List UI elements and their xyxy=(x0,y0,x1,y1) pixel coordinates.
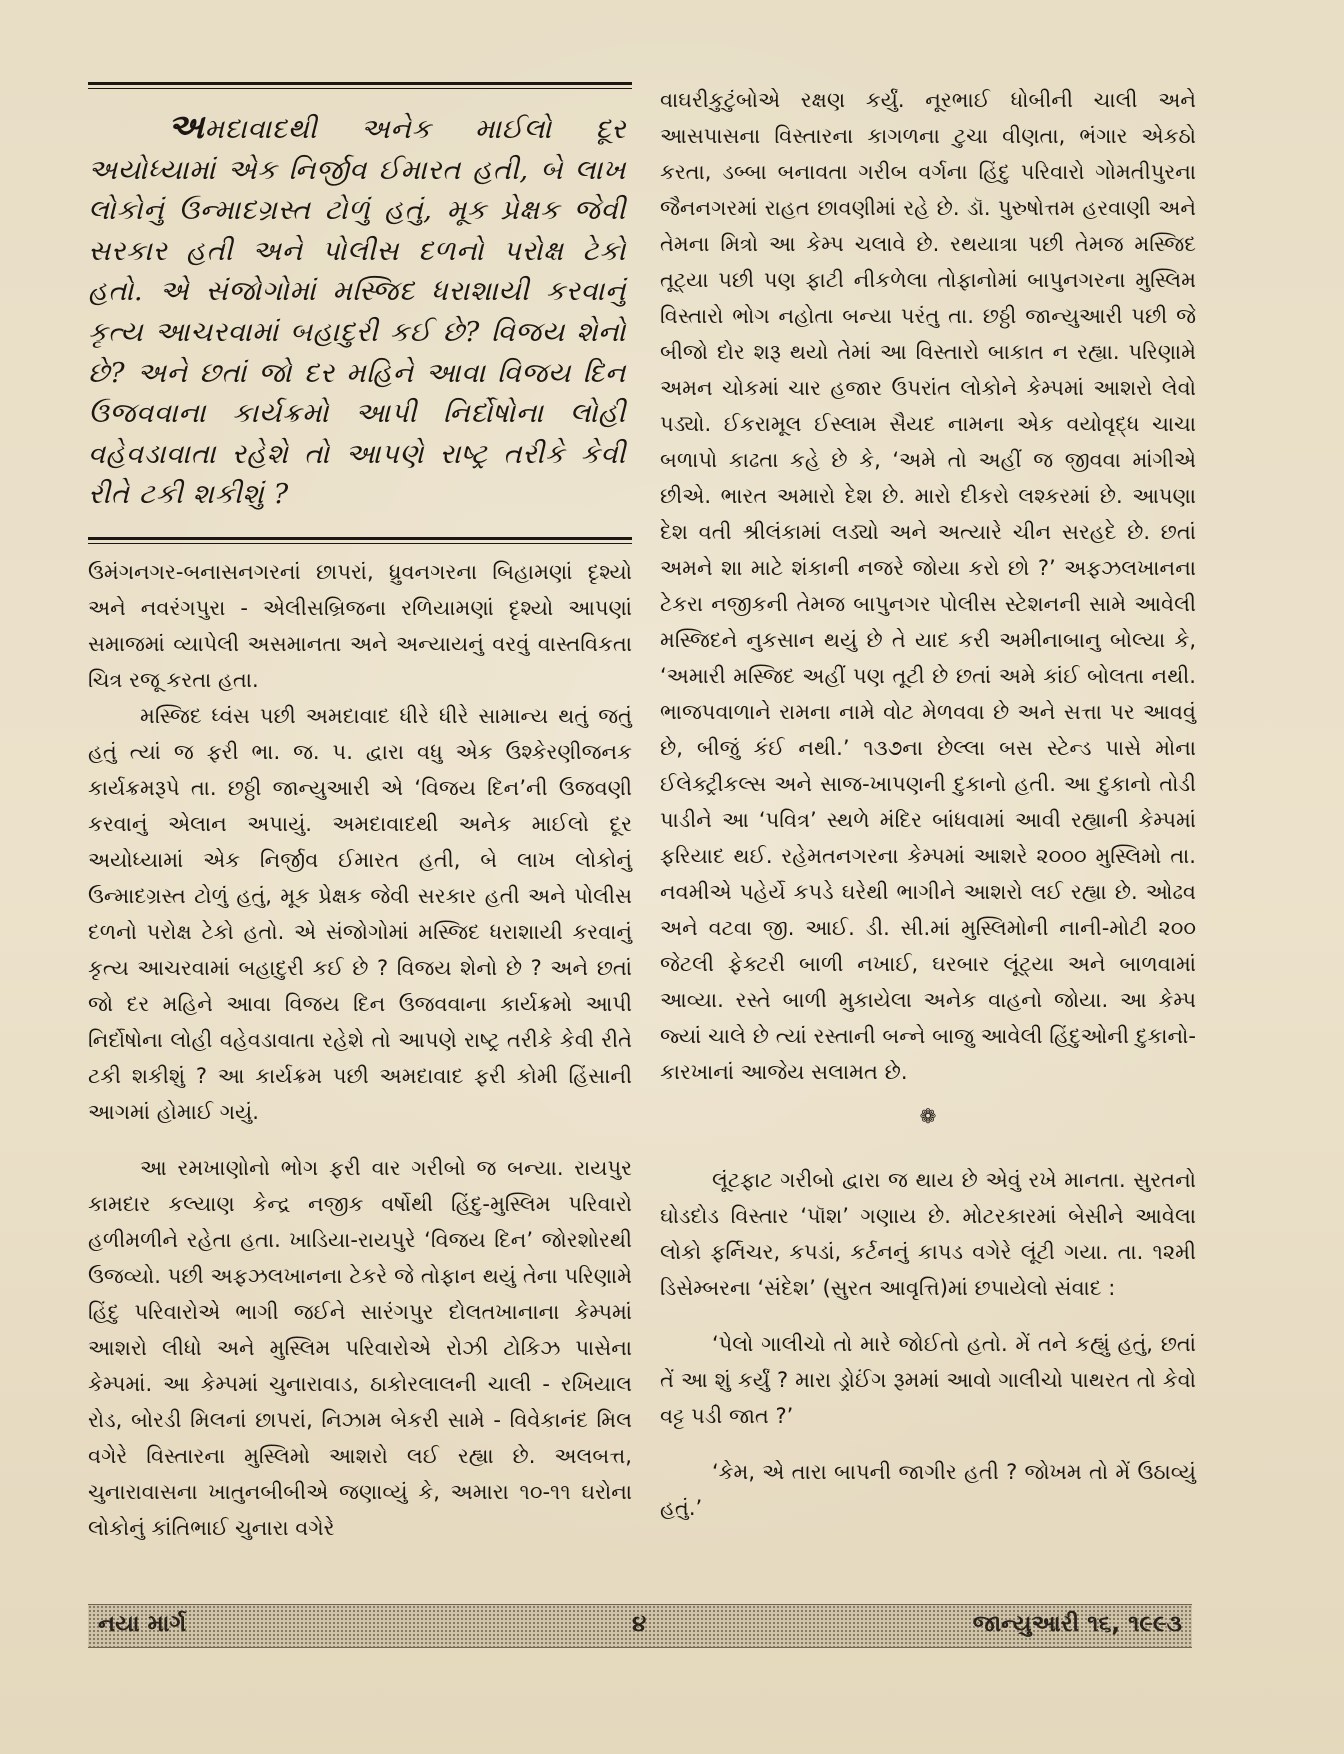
left-paragraph-2: મસ્જિદ ધ્વંસ પછી અમદાવાદ ધીરે ધીરે સામાન્ય થતું જતું હતું ત્યાં જ ફરી ભા. જ. પ. દ્વારા વધુ એક ઉશ્કેરણીજનક કાર્યક્રમરૂપે તા. છઠ્ઠી જાન્યુઆરી એ ‘વિજય દિન’ની ઉજવણી કરવાનું એલાન અપાયું. અમદાવાદથી અનેક માઈલો દૂર અયોધ્યામાં એક નિર્જીવ ઈમારત હતી, બે લાખ લોકોનું ઉન્માદગ્રસ્ત ટોળું હતું, મૂક પ્રેક્ષક જેવી સરકાર હતી અને પોલીસ દળનો પરોક્ષ ટેકો હતો. એ સંજોગોમાં મસ્જિદ ધરાશાયી કરવાનું કૃત્ય આચરવામાં બહાદુરી કઈ છે ? વિજય શેનો છે ? અને છતાં જો દર મહિને આવા વિજય દિન ઉજવવાના કાર્યક્રમો આપી નિર્દોષોના લોહી વહેવડાવાતા રહેશે તો આપણે રાષ્ટ્ર તરીકે કેવી રીતે ટકી શકીશું ? આ કાર્યક્રમ પછી અમદાવાદ ફરી કોમી હિંસાની આગમાં હોમાઈ ગયું. xyxy=(88,703,632,1124)
footer-date: જાન્યુઆરી ૧૬, ૧૯૯૩ xyxy=(972,1611,1182,1637)
pull-quote-text: અયોધ્યામાં એક નિર્જીવ ઈમારત હતી, બે લાખ લોકોનું ઉન્માદગ્રસ્ત ટોળું હતું, મૂક પ્રેક્ષક જેવી સરકાર હતી અને પોલીસ દળનો પરોક્ષ ટેકો હતો. એ સંજોગોમાં મસ્જિદ ધરાશાયી કરવાનું કૃત્ય આચરવામાં બહાદુરી કઈ છે? વિજય શેનો છે? અને છતાં જો દર મહિને આવા વિજય દિન ઉજવવાના કાર્યક્રમો આપી નિર્દોષોના લોહી વહેવડાવાતા રહેશે તો આપણે રાષ્ટ્ર તરીકે કેવી રીતે ટકી શકીશું ? xyxy=(88,153,626,511)
right-body-text xyxy=(660,82,1196,1526)
pull-quote-initial: અ xyxy=(168,107,205,147)
left-body-text xyxy=(88,554,632,1546)
right-paragraph-3: ‘પેલો ગાલીચો તો મારે જોઈતો હતો. મેં તને કહ્યું હતું, છતાં તેં આ શું કર્યું ? મારા ડ્રોઈંગ રૂમમાં આવો ગાલીચો પાથરત તો કેવો વટ્ટ પડી જાત ?’ xyxy=(660,1332,1196,1428)
pull-quote-first-line xyxy=(88,107,626,150)
pull-quote xyxy=(88,107,632,515)
right-column xyxy=(660,82,1196,1526)
pull-quote-bottom-rule xyxy=(88,537,632,544)
right-paragraph-2: લૂંટફાટ ગરીબો દ્વારા જ થાય છે એવું રખે માનતા. સુરતનો ઘોડદોડ વિસ્તાર ‘પૉશ’ ગણાય છે. મોટરકારમાં બેસીને આવેલા લોકો ફર્નિચર, કપડાં, કર્ટનનું કાપડ વગેરે લૂંટી ગયા. તા. ૧૨મી ડિસેમ્બરના ‘સંદેશ’ (સુરત આવૃત્તિ)માં છપાયેલો સંવાદ : xyxy=(660,1168,1196,1300)
left-column xyxy=(88,82,632,1546)
pull-quote-first-line-text: મદાવાદથી અનેક માઈલો દૂર xyxy=(204,113,626,145)
left-paragraph-3: આ રમખાણોનો ભોગ ફરી વાર ગરીબો જ બન્યા. રાયપુર કામદાર કલ્યાણ કેન્દ્ર નજીક વર્ષોથી હિંદુ-મુસ્લિમ પરિવારો હળીમળીને રહેતા હતા. ખાડિયા-રાયપુરે ‘વિજય દિન’ જોરશોરથી ઉજવ્યો. પછી અફઝલખાનના ટેકરે જે તોફાન થયું તેના પરિણામે હિંદુ પરિવારોએ ભાગી જઈને સારંગપુર દોલતખાનાના કેમ્પમાં આશરો લીધો અને મુસ્લિમ પરિવારોએ રોઝી ટોકિઝ પાસેના કેમ્પમાં. આ કેમ્પમાં ચુનારાવાડ, ઠાકોરલાલની ચાલી - રખિયાલ રોડ, બોરડી મિલનાં છાપરાં, નિઝામ બેકરી સામે - વિવેકાનંદ મિલ વગેરે વિસ્તારના મુસ્લિમો આશરો લઈ રહ્યા છે. અલબત્ત, ચુનારાવાસના ખાતુનબીબીએ જણાવ્યું કે, અમારા ૧૦-૧૧ ઘરોના લોકોનું કાંતિભાઈ ચુનારા વગેરે xyxy=(88,1155,632,1540)
page-footer xyxy=(88,1604,1192,1648)
footer-page-number: ૪ xyxy=(632,1611,647,1637)
section-ornament: ❁ xyxy=(919,1104,937,1128)
top-double-rule xyxy=(88,82,632,89)
footer-publication-name: નયા માર્ગ xyxy=(98,1611,187,1637)
right-paragraph-4: ‘કેમ, એ તારા બાપની જાગીર હતી ? જોખમ તો મેં ઉઠાવ્યું હતું.’ xyxy=(660,1460,1196,1520)
left-paragraph-1: ઉમંગનગર-બનાસનગરનાં છાપરાં, ધ્રુવનગરના બિહામણાં દૃશ્યો અને નવરંગપુરા - એલીસબ્રિજના રળિયામણાં દૃશ્યો આપણાં સમાજમાં વ્યાપેલી અસમાનતા અને અન્યાયનું વરવું વાસ્તવિકતા ચિત્ર રજૂ કરતા હતા. xyxy=(88,559,632,692)
right-paragraph-1: વાઘરીકુટુંબોએ રક્ષણ કર્યું. નૂરભાઈ ધોબીની ચાલી અને આસપાસના વિસ્તારના કાગળના ટુચા વીણતા, ભંગાર એકઠો કરતા, ડબ્બા બનાવતા ગરીબ વર્ગના હિંદુ પરિવારો ગોમતીપુરના જૈનનગરમાં રાહત છાવણીમાં રહે છે. ડૉ. પુરુષોત્તમ હરવાણી અને તેમના મિત્રો આ કેમ્પ ચલાવે છે. રથયાત્રા પછી તેમજ મસ્જિદ તૂટ્યા પછી પણ ફાટી નીકળેલા તોફાનોમાં બાપુનગરના મુસ્લિમ વિસ્તારો ભોગ નહોતા બન્યા પરંતુ તા. છઠ્ઠી જાન્યુઆરી પછી જે બીજો દોર શરૂ થયો તેમાં આ વિસ્તારો બાકાત ન રહ્યા. પરિણામે અમન ચોકમાં ચાર હજાર ઉપરાંત લોકોને કેમ્પમાં આશરો લેવો પડ્યો. ઈકરામૂલ ઈસ્લામ સૈયદ નામના એક વયોવૃદ્ધ ચાચા બળાપો કાઢતા કહે છે કે, ‘અમે તો અહીં જ જીવવા માંગીએ છીએ. ભારત અમારો દેશ છે. મારો દીકરો લશ્કરમાં છે. આપણા દેશ વતી શ્રીલંકામાં લડ્યો અને અત્યારે ચીન સરહદે છે. છતાં અમને શા માટે શંકાની નજરે જોયા કરો છો ?’ અફઝલખાનના ટેકરા નજીકની તેમજ બાપુનગર પોલીસ સ્ટેશનની સામે આવેલી મસ્જિદને નુકસાન થયું છે તે યાદ કરી અમીનાબાનુ બોલ્યા કે, ‘અમારી મસ્જિદ અહીં પણ તૂટી છે છતાં અમે કાંઈ બોલતા નથી. ભાજપવાળાને રામના નામે વોટ મેળવવા છે અને સત્તા પર આવવું છે, બીજું કંઈ નથી.’ ૧૩૭ના છેલ્લા બસ સ્ટેન્ડ પાસે મોના ઈલેક્ટ્રીકલ્સ અને સાજ-ખાપણની દુકાનો હતી. આ દુકાનો તોડી પાડીને આ ‘પવિત્ર’ સ્થળે મંદિર બાંધવામાં આવી રહ્યાની કેમ્પમાં ફરિયાદ થઈ. રહેમતનગરના કેમ્પમાં આશરે ૨૦૦૦ મુસ્લિમો તા. નવમીએ પહેર્યે કપડે ઘરેથી ભાગીને આશરો લઈ રહ્યા છે. ઓઢવ અને વટવા જી. આઈ. ડી. સી.માં મુસ્લિમોની નાની-મોટી ૨૦૦ જેટલી ફેક્ટરી બાળી નખાઈ, ઘરબાર લૂંટ્યા અને બાળવામાં આવ્યા. રસ્તે બાળી મુકાયેલા અનેક વાહનો જોયા. આ કેમ્પ જ્યાં ચાલે છે ત્યાં રસ્તાની બન્ને બાજુ આવેલી હિંદુઓની દુકાનો-કારખાનાં આજેય સલામત છે. xyxy=(660,88,1196,1084)
